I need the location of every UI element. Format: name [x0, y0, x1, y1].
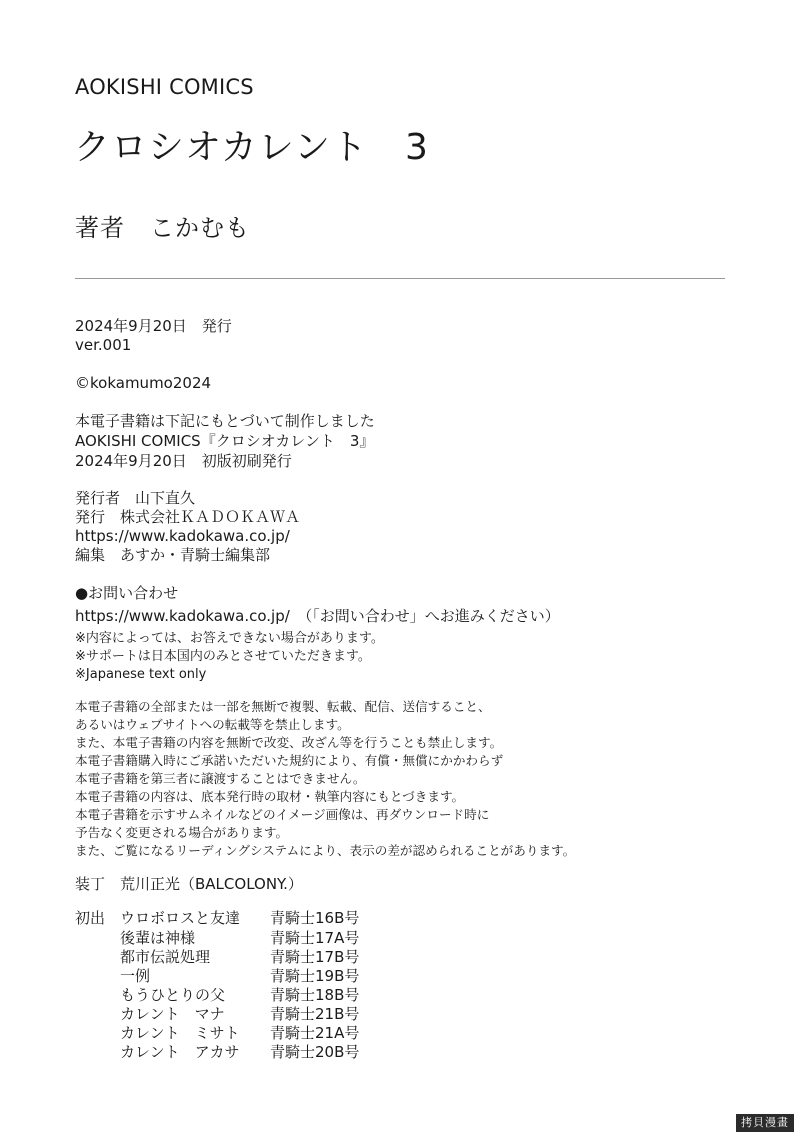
imprint-label: AOKISHI COMICS: [75, 75, 254, 99]
chapter-title: ウロボロスと友達: [120, 909, 241, 927]
watermark-badge: 拷貝漫畫: [736, 1114, 794, 1132]
design-credit: 装丁 荒川正光（BALCOLONY.）: [75, 875, 303, 893]
chapter-issue: 青騎士21A号: [270, 1024, 360, 1042]
chapter-title: カレント マナ: [120, 1005, 225, 1023]
legal-line: 本電子書籍の全部または一部を無断で複製、転載、配信、送信すること、: [75, 699, 491, 714]
chapter-issue: 青騎士17A号: [270, 929, 360, 947]
copyright: ©kokamumo2024: [75, 374, 212, 392]
contact-note: ※サポートは日本国内のみとさせていただきます。: [75, 649, 371, 664]
legal-line: また、本電子書籍の内容を無断で改変、改ざん等を行うことも禁止します。: [75, 735, 503, 750]
chapter-issue: 青騎士19B号: [270, 967, 360, 985]
author-line: 著者 こかむも: [75, 214, 250, 242]
contact-url-line: https://www.kadokawa.co.jp/ （「お問い合わせ」へお進みください）: [75, 607, 560, 625]
contact-note: ※内容によっては、お答えできない場合があります。: [75, 631, 384, 646]
editor-line: 編集 あすか・青騎士編集部: [75, 546, 271, 564]
chapter-issue: 青騎士21B号: [270, 1005, 360, 1023]
publication-date: 2024年9月20日 発行: [75, 317, 232, 335]
legal-line: 本電子書籍購入時にご承諾いただいた規約により、有償・無償にかかわらず: [75, 753, 504, 768]
publisher-company: 発行 株式会社ＫＡＤＯＫＡＷＡ: [75, 508, 301, 526]
chapter-issue: 青騎士18B号: [270, 986, 360, 1004]
publisher-url: https://www.kadokawa.co.jp/: [75, 527, 290, 545]
chapter-issue: 青騎士20B号: [270, 1043, 360, 1061]
divider: [75, 278, 725, 279]
legal-line: また、ご覧になるリーディングシステムにより、表示の差が認められることがあります。: [75, 843, 576, 858]
source-line-1: 本電子書籍は下記にもとづいて制作しました: [75, 412, 375, 430]
chapter-title: カレント アカサ: [120, 1043, 240, 1061]
publisher-person: 発行者 山下直久: [75, 489, 196, 507]
chapter-title: 一例: [120, 967, 151, 985]
contact-heading: ●お問い合わせ: [75, 584, 179, 602]
legal-line: 予告なく変更される場合があります。: [75, 825, 289, 840]
first-appearance-label: 初出: [75, 909, 106, 927]
chapter-issue: 青騎士16B号: [270, 909, 360, 927]
chapter-title: もうひとりの父: [120, 986, 226, 1004]
contact-note: ※Japanese text only: [75, 667, 207, 682]
chapter-issue: 青騎士17B号: [270, 948, 360, 966]
version: ver.001: [75, 336, 132, 354]
legal-line: 本電子書籍を第三者に譲渡することはできません。: [75, 771, 366, 786]
legal-line: 本電子書籍の内容は、底本発行時の取材・執筆内容にもとづきます。: [75, 789, 465, 804]
chapter-title: 後輩は神様: [120, 929, 196, 947]
legal-line: あるいはウェブサイトへの転載等を禁止します。: [75, 717, 350, 732]
source-line-3: 2024年9月20日 初版初刷発行: [75, 452, 292, 470]
source-line-2: AOKISHI COMICS『クロシオカレント 3』: [75, 432, 375, 450]
legal-line: 本電子書籍を示すサムネイルなどのイメージ画像は、再ダウンロード時に: [75, 807, 490, 822]
book-title: クロシオカレント 3: [74, 127, 429, 168]
chapter-title: 都市伝説処理: [120, 948, 211, 966]
chapter-title: カレント ミサト: [120, 1024, 240, 1042]
